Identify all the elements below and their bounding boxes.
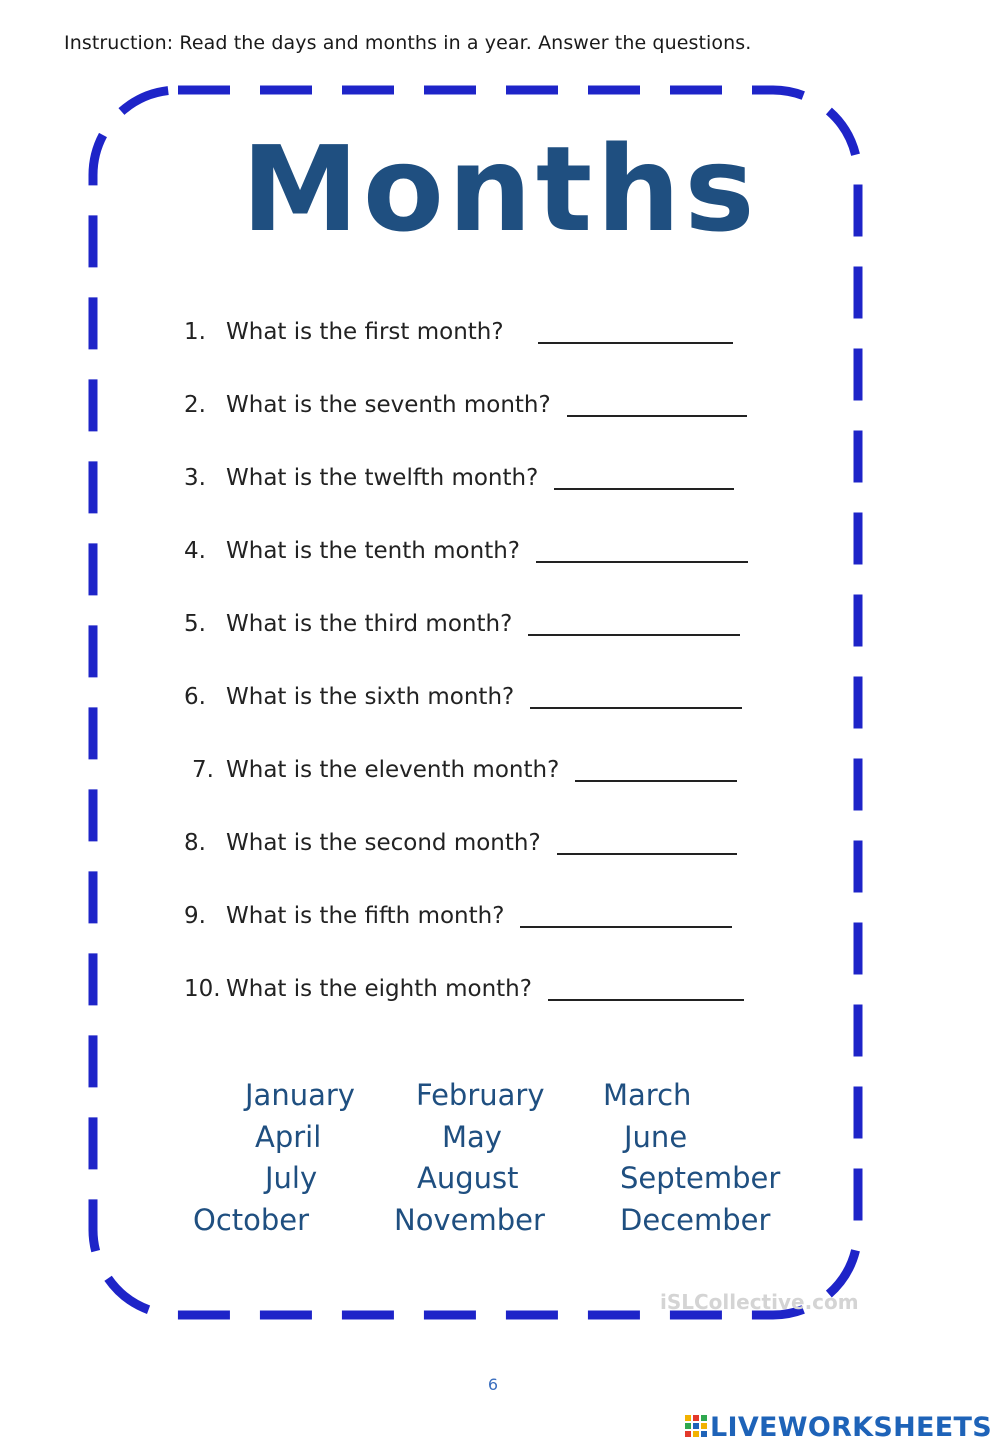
- month-word: July: [265, 1161, 318, 1195]
- question-item: [184, 677, 742, 717]
- question-text: What is the first month?: [226, 319, 504, 345]
- question-number: 5.: [184, 611, 206, 637]
- liveworksheets-logo-icon: [685, 1415, 707, 1441]
- question-number: 7.: [192, 757, 214, 783]
- question-number: 9.: [184, 903, 206, 929]
- month-word: October: [193, 1203, 310, 1237]
- question-item: [184, 458, 734, 498]
- brand-footer[interactable]: [685, 1412, 992, 1443]
- question-number: 2.: [184, 392, 206, 418]
- month-word: June: [624, 1120, 688, 1154]
- question-text: What is the second month?: [226, 830, 541, 856]
- question-item: [192, 750, 737, 790]
- question-text: What is the fifth month?: [226, 903, 505, 929]
- answer-blank[interactable]: [575, 758, 737, 782]
- answer-blank[interactable]: [536, 539, 748, 563]
- month-word: April: [255, 1120, 322, 1154]
- question-text: What is the third month?: [226, 611, 513, 637]
- question-number: 4.: [184, 538, 206, 564]
- month-word: March: [603, 1078, 692, 1112]
- answer-blank[interactable]: [567, 393, 747, 417]
- question-number: 10.: [184, 976, 221, 1002]
- month-word: September: [620, 1161, 781, 1195]
- question-item: [184, 604, 740, 644]
- question-number: 6.: [184, 684, 206, 710]
- watermark: iSLCollective.com: [660, 1290, 859, 1314]
- answer-blank[interactable]: [538, 320, 733, 344]
- brand-name: LIVEWORKSHEETS: [709, 1412, 992, 1443]
- question-text: What is the twelfth month?: [226, 465, 539, 491]
- answer-blank[interactable]: [528, 612, 740, 636]
- month-word: January: [245, 1078, 355, 1112]
- answer-blank[interactable]: [557, 831, 737, 855]
- month-word: November: [394, 1203, 545, 1237]
- answer-blank[interactable]: [520, 904, 732, 928]
- question-number: 1.: [184, 319, 206, 345]
- question-item: [184, 531, 748, 571]
- answer-blank[interactable]: [548, 977, 744, 1001]
- question-text: What is the seventh month?: [226, 392, 551, 418]
- question-text: What is the eighth month?: [226, 976, 532, 1002]
- month-word: December: [620, 1203, 771, 1237]
- question-item: [184, 385, 747, 425]
- month-word: August: [417, 1161, 519, 1195]
- month-word: February: [416, 1078, 545, 1112]
- question-number: 8.: [184, 830, 206, 856]
- question-item: [184, 823, 737, 863]
- question-item: [184, 896, 732, 936]
- instruction-text: Instruction: Read the days and months in a year. Answer the questions.: [64, 32, 752, 54]
- question-item: [184, 969, 744, 1009]
- question-text: What is the tenth month?: [226, 538, 520, 564]
- answer-blank[interactable]: [530, 685, 742, 709]
- month-word: May: [442, 1120, 502, 1154]
- question-number: 3.: [184, 465, 206, 491]
- page-title: Months: [241, 120, 759, 258]
- answer-blank[interactable]: [554, 466, 734, 490]
- page-number: 6: [487, 1375, 499, 1394]
- question-item: [184, 312, 733, 352]
- question-text: What is the eleventh month?: [226, 757, 560, 783]
- question-text: What is the sixth month?: [226, 684, 515, 710]
